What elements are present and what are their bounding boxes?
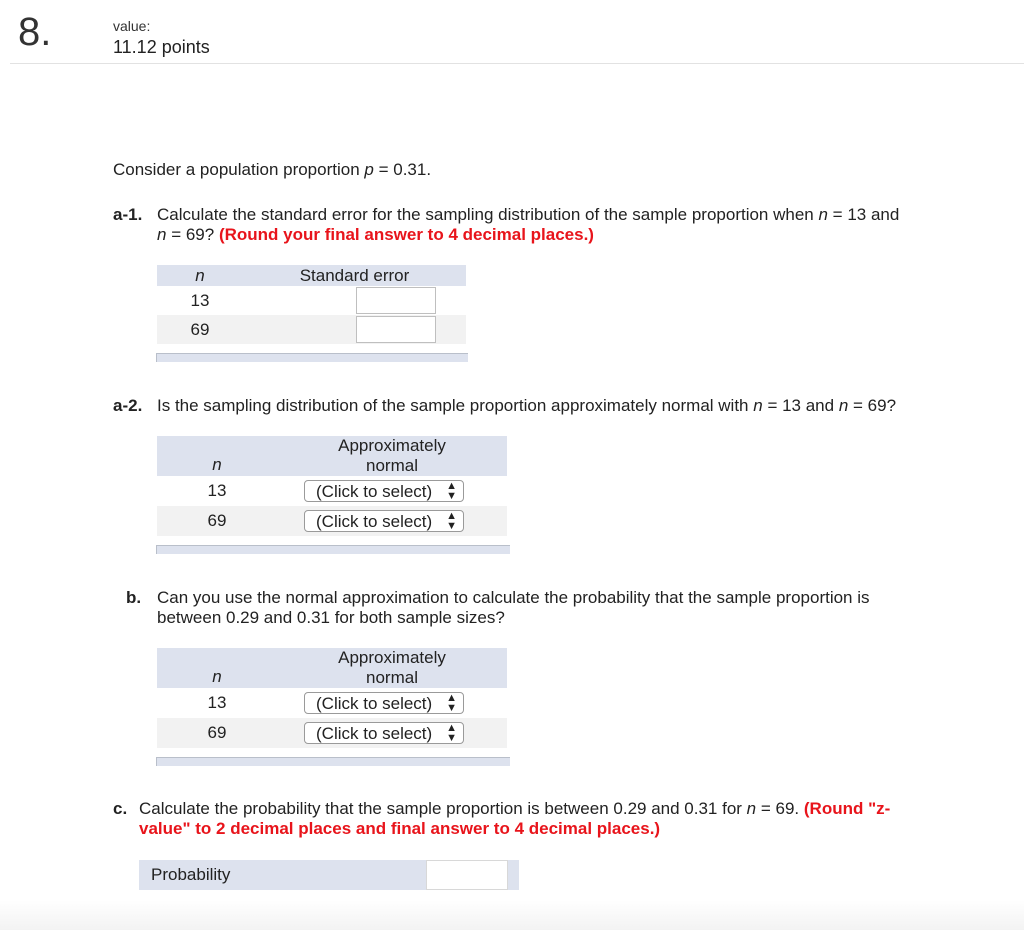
table-row (157, 688, 507, 718)
intro-lead: Consider a population proportion (113, 160, 365, 179)
table-row (157, 315, 466, 344)
approx-normal-select-13[interactable]: (Click to select) ▲ ▼ (304, 480, 464, 502)
col-header-approx-normal: Approximately normal (338, 648, 446, 687)
row-n: 69 (207, 511, 227, 530)
table-row (157, 506, 507, 536)
table-footer-bar (156, 353, 468, 362)
bottom-fade (0, 900, 1024, 930)
c-text-2: = 69. (756, 799, 804, 818)
normality-table-a2 (157, 436, 507, 536)
a2-var-1: n (753, 396, 763, 415)
row-n: 69 (207, 723, 227, 742)
row-n: 13 (207, 481, 227, 500)
col-header-approx-normal: Approximately normal (338, 436, 446, 475)
a1-var-1: n (818, 205, 828, 224)
table-edge (508, 860, 519, 890)
updown-arrows-icon: ▲ ▼ (446, 480, 457, 502)
col-header-standard-error: Standard error (299, 265, 410, 285)
standard-error-input-69[interactable] (356, 316, 436, 343)
table-footer-bar (156, 545, 510, 554)
c-var: n (746, 799, 757, 818)
question-number: 8. (18, 10, 52, 54)
part-a1-label: a-1. (113, 205, 143, 224)
row-n: 13 (207, 693, 227, 712)
part-a2-label: a-2. (113, 396, 143, 415)
col-header-n: n (195, 265, 205, 285)
a2-text-2: = 13 and (762, 396, 839, 415)
value-label: value: (113, 18, 151, 34)
standard-error-table (157, 265, 466, 344)
b-text-2: between 0.29 and 0.31 for both sample sizes? (157, 608, 505, 627)
part-b-label: b. (126, 588, 142, 607)
intro-var: p (364, 160, 374, 179)
header-divider (10, 63, 1024, 64)
table-row (157, 476, 507, 506)
b-text-1: Can you use the normal approximation to calculate the probability that the sample proportion is (157, 588, 870, 607)
table-footer-bar (156, 757, 510, 766)
part-c-label: c. (113, 799, 128, 818)
question-points: 11.12 points (113, 37, 210, 57)
updown-arrows-icon: ▲ ▼ (446, 510, 457, 532)
a1-text-1: Calculate the standard error for the sampling distribution of the sample proportion when (157, 205, 819, 224)
a1-var-2: n (157, 225, 167, 244)
probability-table (139, 860, 519, 890)
table-row (157, 286, 466, 315)
probability-label: Probability (139, 860, 426, 890)
a2-text-1: Is the sampling distribution of the sample proportion approximately normal with (157, 396, 754, 415)
table-row (157, 718, 507, 748)
intro-rest: = 0.31. (373, 160, 432, 179)
a2-var-2: n (838, 396, 849, 415)
intro-text (113, 160, 431, 180)
row-n: 13 (190, 290, 210, 310)
normality-table-b (157, 648, 507, 748)
standard-error-input-13[interactable] (356, 287, 436, 314)
a1-text-3: = 69? (166, 225, 219, 244)
part-c-prompt (113, 799, 993, 839)
row-n: 69 (190, 319, 210, 339)
c-instruction-2: value" to 2 decimal places and final answer to 4 decimal places.) (139, 819, 661, 838)
updown-arrows-icon: ▲ ▼ (446, 692, 457, 714)
approx-normal-select-b-69[interactable]: (Click to select) ▲ ▼ (304, 722, 464, 744)
part-b-prompt (126, 588, 1006, 628)
part-a2-prompt (113, 396, 993, 416)
approx-normal-select-69[interactable]: (Click to select) ▲ ▼ (304, 510, 464, 532)
col-header-n: n (212, 667, 222, 686)
c-text-1: Calculate the probability that the sample proportion is between 0.29 and 0.31 for (139, 799, 747, 818)
approx-normal-select-b-13[interactable]: (Click to select) ▲ ▼ (304, 692, 464, 714)
a1-text-2: = 13 and (827, 205, 900, 224)
probability-input[interactable] (426, 860, 508, 890)
a1-instruction: (Round your final answer to 4 decimal places.) (218, 225, 594, 244)
c-instruction-1: (Round "z- (803, 799, 891, 818)
a2-text-3: = 69? (848, 396, 897, 415)
part-a1-prompt (113, 205, 993, 245)
updown-arrows-icon: ▲ ▼ (446, 722, 457, 744)
col-header-n: n (212, 455, 222, 474)
